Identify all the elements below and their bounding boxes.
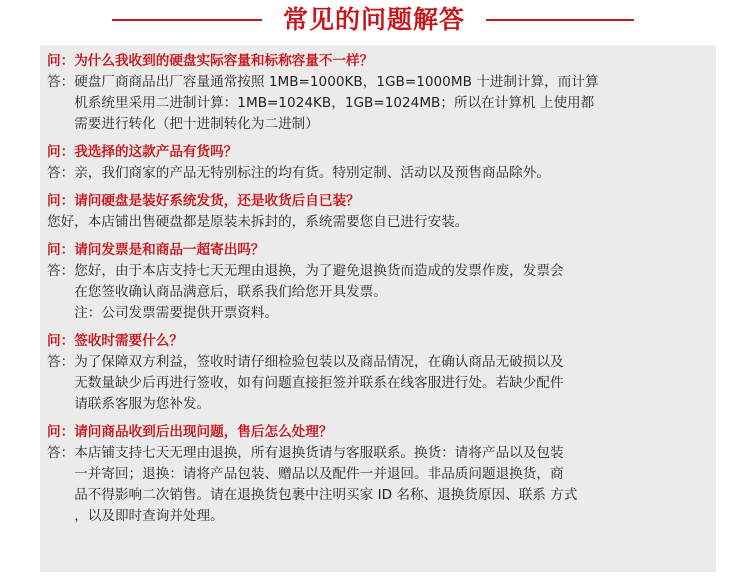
header-divider-left: [112, 19, 262, 21]
answer-body: [74, 72, 708, 135]
answer-line: 亲，我们商家的产品无特别标注的均有货。特别定制、活动以及预售商品除外。: [74, 165, 550, 181]
faq-question: [40, 240, 716, 261]
answer-prefix: 答：: [47, 165, 75, 181]
faq-question: [40, 142, 716, 163]
faq-question: [40, 331, 716, 352]
answer-body: [74, 352, 708, 415]
answer-body: [74, 261, 708, 324]
answer-line: 在您签收确认商品满意后，联系我们给您开具发票。: [74, 284, 387, 300]
question-text: 请问发票是和商品一超寄出吗？: [74, 242, 265, 258]
answer-note: 注：公司发票需要提供开票资料。: [74, 305, 279, 321]
answer-line: 一并寄回；退换：请将产品包装、赠品以及配件一并退回。非品质问题退换货，商: [74, 466, 564, 482]
faq-question: [40, 191, 716, 212]
faq-answer: [40, 443, 716, 527]
question-text: 我选择的这款产品有货吗？: [74, 144, 238, 160]
answer-body: [74, 443, 708, 527]
faq-answer: [40, 261, 716, 324]
faq-answer: [40, 352, 716, 415]
faq-answer: [40, 163, 716, 184]
faq-question: [40, 422, 716, 443]
question-prefix: 问：: [47, 424, 75, 440]
answer-line: 为了保障双方利益，签收时请仔细检验包装以及商品情况，在确认商品无破损以及: [74, 354, 564, 370]
faq-answer: [40, 72, 716, 135]
answer-line: 机系统里采用二进制计算：1MB=1024KB，1GB=1024MB；所以在计算机 上使用都: [74, 95, 595, 111]
question-prefix: 问：: [47, 333, 75, 349]
answer-prefix: 答：: [47, 445, 75, 461]
question-text: 为什么我收到的硬盘实际容量和标称容量不一样？: [74, 53, 374, 69]
faq-item: [40, 331, 716, 415]
answer-line: 您好，由于本店支持七天无理由退换，为了避免退换货而造成的发票作废，发票会: [74, 263, 564, 279]
answer-prefix: 答：: [47, 354, 75, 370]
faq-item: [40, 51, 716, 135]
page-title: 常见的问题解答: [282, 5, 465, 34]
faq-answer: 您好，本店铺出售硬盘都是原装未拆封的，系统需要您自已进行安装。: [47, 214, 469, 230]
answer-line: 请联系客服为您补发。: [74, 396, 211, 412]
answer-line: ，以及即时查询并处理。: [74, 508, 224, 524]
faq-item: [40, 191, 716, 233]
faq-item: [40, 240, 716, 324]
answer-line: 本店铺支持七天无理由退换，所有退换货请与客服联系。换货：请将产品以及包装: [74, 445, 564, 461]
answer-body: [74, 163, 708, 184]
question-prefix: 问：: [47, 53, 75, 69]
question-text: 请问商品收到后出现问题，售后怎么处理？: [74, 424, 333, 440]
header-divider-right: [486, 19, 634, 21]
answer-line: 硬盘厂商商品出厂容量通常按照 1MB=1000KB，1GB=1000MB 十进制计算，而计算: [74, 74, 599, 90]
answer-line: 品不得影响二次销售。请在退换货包裹中注明买家 ID 名称、退换货原因、联系 方式: [74, 487, 578, 503]
question-prefix: 问：: [47, 193, 75, 209]
faq-item: [40, 422, 716, 527]
question-text: 签收时需要什么？: [74, 333, 183, 349]
answer-line: 需要进行转化（把十进制转化为二进制）: [74, 116, 319, 132]
page-header: [0, 0, 750, 44]
faq-item: [40, 142, 716, 184]
faq-question: [40, 51, 716, 72]
question-prefix: 问：: [47, 144, 75, 160]
answer-prefix: 答：: [47, 74, 75, 90]
faq-panel: [40, 45, 716, 572]
answer-prefix: 答：: [47, 263, 75, 279]
answer-line: 无数量缺少后再进行签收，如有问题直接拒签并联系在线客服进行处。若缺少配件: [74, 375, 564, 391]
question-prefix: 问：: [47, 242, 75, 258]
question-text: 请问硬盘是装好系统发货，还是收货后自已装？: [74, 193, 360, 209]
